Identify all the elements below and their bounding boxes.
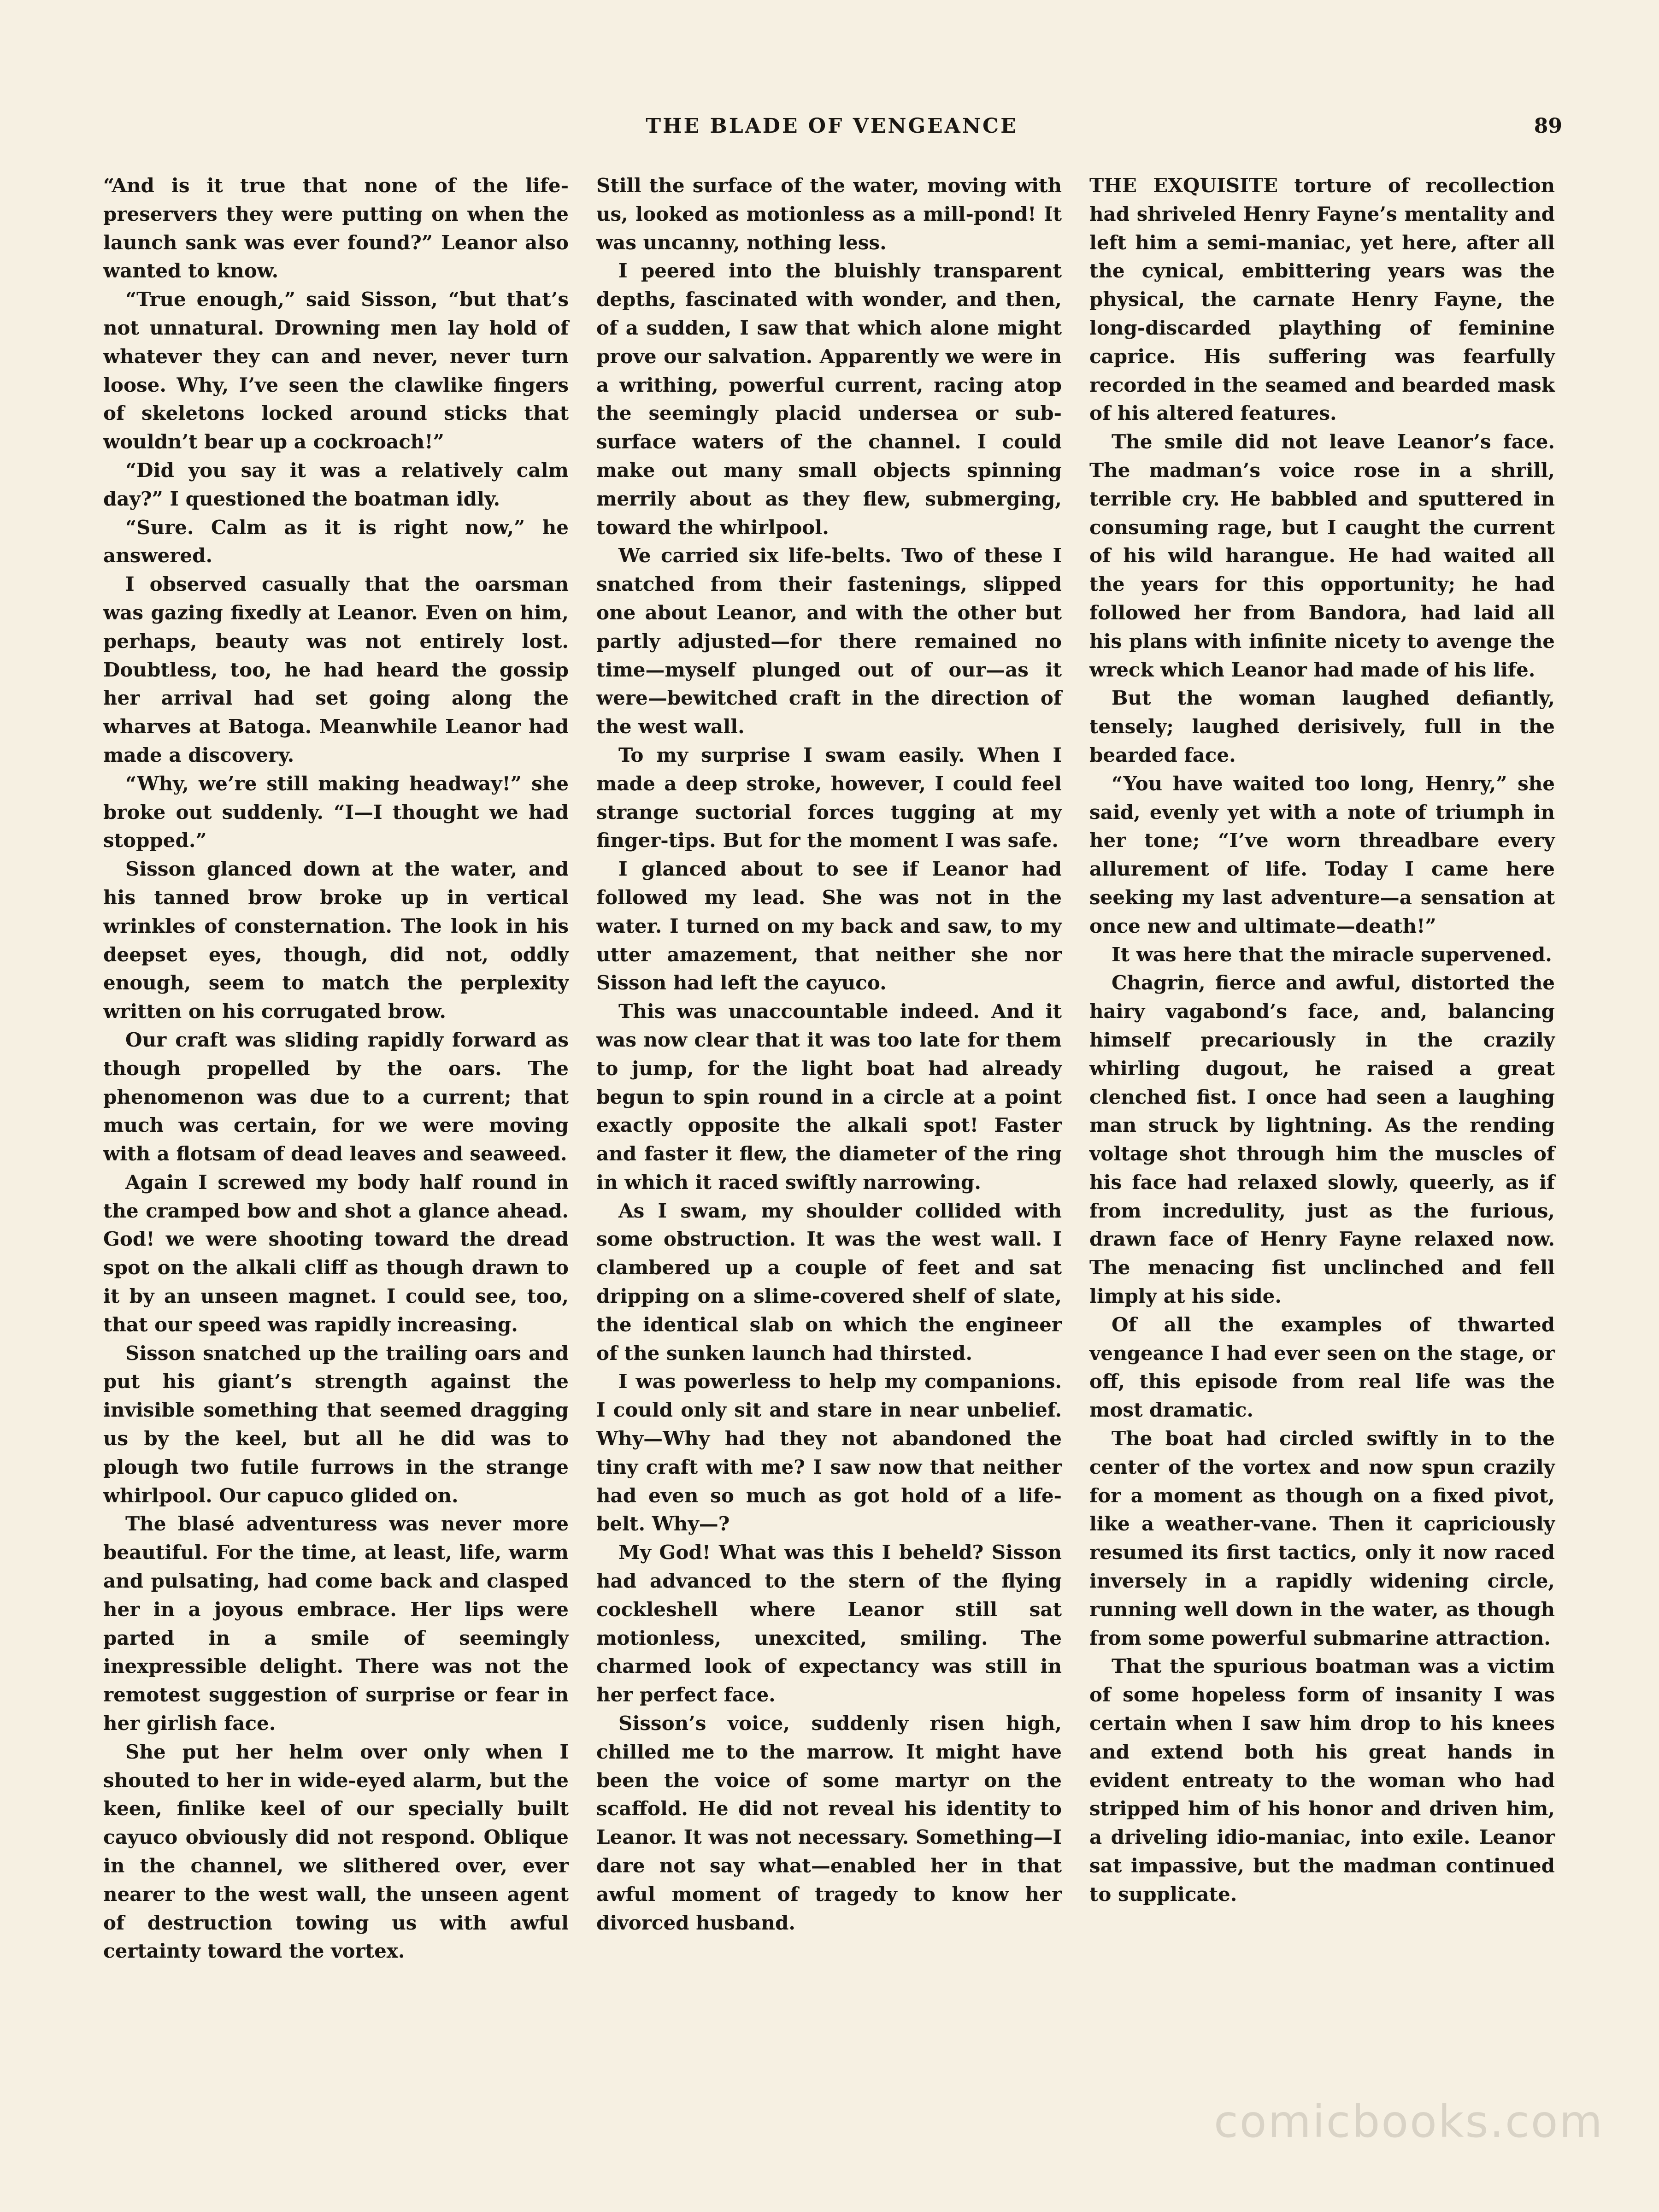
paragraph: It was here that the miracle supervened. bbox=[1112, 943, 1552, 966]
paragraph: This was unaccountable indeed. And it was now clear that it was too late for them to jump, for the light boat had already begun to spin round in a circle at a point exactly opposite the alkali spot! Faster and faster it flew, the diameter of the ring in which it raced swiftly narrowing. bbox=[596, 1000, 1062, 1194]
paragraph: The smile did not leave Leanor’s face. The madman’s voice rose in a shrill, terrible cry. He babbled and sputtered in consuming rage, but I caught the current of his wild harangue. He had waited all the years for this opportunity; he had followed her from Bandora, had laid all his plans with infinite nicety to avenge the wreck which Leanor had made of his life. bbox=[1089, 430, 1555, 681]
column-right bbox=[1089, 171, 1555, 2107]
paragraph: I glanced about to see if Leanor had followed my lead. She was not in the water. I turned on my back and saw, to my utter amazement, that neither she nor Sisson had left the cayuco. bbox=[596, 858, 1062, 994]
paragraph: THE EXQUISITE torture of recollection had shriveled Henry Fayne’s mentality and left him a semi-maniac, yet here, after all the cynical, embittering years was the physical, the carnate Henry Fayne, the long-discarded plaything of feminine caprice. His suffering was fearfully recorded in the seamed and bearded mask of his altered features. bbox=[1089, 174, 1555, 425]
paragraph: As I swam, my shoulder collided with some obstruction. It was the west wall. I clambered up a couple of feet and sat dripping on a slime-covered shelf of slate, the identical slab on which the engineer of the sunken launch had thirsted. bbox=[596, 1199, 1062, 1365]
paragraph: Chagrin, fierce and awful, distorted the hairy vagabond’s face, and, balancing himself precariously in the crazily whirling dugout, he raised a great clenched fist. I once had seen a laughing man struck by lightning. As the rending voltage shot through him the muscles of his face had relaxed slowly, queerly, as if from incredulity, just as the furious, drawn face of Henry Fayne relaxed now. The menacing fist unclinched and fell limply at his side. bbox=[1089, 971, 1555, 1308]
paragraph: Sisson snatched up the trailing oars and put his giant’s strength against the invisible something that seemed dragging us by the keel, but all he did was to plough two futile furrows in the strange whirlpool. Our capuco glided on. bbox=[103, 1341, 569, 1507]
paragraph: Our craft was sliding rapidly forward as though propelled by the oars. The phenomenon was due to a current; that much was certain, for we were moving with a flotsam of dead leaves and seaweed. bbox=[103, 1028, 569, 1165]
paragraph: She put her helm over only when I shouted to her in wide-eyed alarm, but the keen, finlike keel of our specially built cayuco obviously did not respond. Oblique in the channel, we slithered over, ever nearer to the west wall, the unseen agent of destruction towing us with awful certainty toward the vortex. bbox=[103, 1740, 569, 1963]
paragraph: Still the surface of the water, moving with us, looked as motionless as a mill-pond! It was uncanny, nothing less. bbox=[596, 174, 1062, 254]
paragraph: Again I screwed my body half round in the cramped bow and shot a glance ahead. God! we were shooting toward the dread spot on the alkali cliff as though drawn to it by an unseen magnet. I could see, too, that our speed was rapidly increasing. bbox=[103, 1171, 569, 1336]
paragraph: The blasé adventuress was never more beautiful. For the time, at least, life, warm and pulsating, had come back and clasped her in a joyous embrace. Her lips were parted in a smile of seemingly inexpressible delight. There was not the remotest suggestion of surprise or fear in her girlish face. bbox=[103, 1512, 569, 1735]
watermark-logo: comicbooks.com bbox=[1213, 2096, 1604, 2147]
paragraph: Sisson’s voice, suddenly risen high, chilled me to the marrow. It might have been the voice of some martyr on the scaffold. He did not reveal his identity to Leanor. It was not necessary. Something—I dare not say what—enabled her in that awful moment of tragedy to know her divorced husband. bbox=[596, 1712, 1062, 1934]
paragraph: Of all the examples of thwarted vengeance I had ever seen on the stage, or off, this episode from real life was the most dramatic. bbox=[1089, 1313, 1555, 1422]
paragraph: “And is it true that none of the life-preservers they were putting on when the launch sank was ever found?” Leanor also wanted to know. bbox=[103, 174, 569, 282]
page-number: 89 bbox=[1534, 114, 1562, 138]
paragraph: But the woman laughed defiantly, tensely; laughed derisively, full in the bearded face. bbox=[1089, 687, 1555, 766]
paragraph: “You have waited too long, Henry,” she said, evenly yet with a note of triumph in her tone; “I’ve worn threadbare every allurement of life. Today I came here seeking my last adventure—a sensation at once new and ultimate—death!” bbox=[1089, 772, 1555, 937]
paragraph: I was powerless to help my companions. I could only sit and stare in near unbelief. Why—Why had they not abandoned the tiny craft with me? I saw now that neither had even so much as got hold of a life-belt. Why—? bbox=[596, 1370, 1062, 1535]
running-header bbox=[101, 114, 1562, 151]
running-title: THE BLADE OF VENGEANCE bbox=[646, 114, 1018, 138]
paragraph: “True enough,” said Sisson, “but that’s not unnatural. Drowning men lay hold of whatever they can and never, never turn loose. Why, I’ve seen the clawlike fingers of skeletons locked around sticks that wouldn’t bear up a cockroach!” bbox=[103, 288, 569, 453]
paragraph: “Did you say it was a relatively calm day?” I questioned the boatman idly. bbox=[103, 459, 569, 510]
paragraph: To my surprise I swam easily. When I made a deep stroke, however, I could feel strange suctorial forces tugging at my finger-tips. But for the moment I was safe. bbox=[596, 743, 1062, 852]
paragraph: Sisson glanced down at the water, and his tanned brow broke up in vertical wrinkles of consternation. The look in his deepset eyes, though, did not, oddly enough, seem to match the perplexity written on his corrugated brow. bbox=[103, 858, 569, 1023]
column-left bbox=[103, 171, 569, 2107]
paragraph: My God! What was this I beheld? Sisson had advanced to the stern of the flying cockleshell where Leanor still sat motionless, unexcited, smiling. The charmed look of expectancy was still in her perfect face. bbox=[596, 1541, 1062, 1706]
paragraph: “Why, we’re still making headway!” she broke out suddenly. “I—I thought we had stopped.” bbox=[103, 772, 569, 852]
paragraph: I peered into the bluishly transparent depths, fascinated with wonder, and then, of a sudden, I saw that which alone might prove our salvation. Apparently we were in a writhing, powerful current, racing atop the seemingly placid undersea or sub-surface waters of the channel. I could make out many small objects spinning merrily about as they flew, submerging, toward the whirlpool. bbox=[596, 259, 1062, 539]
paragraph: The boat had circled swiftly in to the center of the vortex and now spun crazily for a moment as though on a fixed pivot, like a weather-vane. Then it capriciously resumed its first tactics, only it now raced inversely in a rapidly widening circle, running well down in the water, as though from some powerful submarine attraction. bbox=[1089, 1427, 1555, 1649]
paragraph: I observed casually that the oarsman was gazing fixedly at Leanor. Even on him, perhaps, beauty was not entirely lost. Doubtless, too, he had heard the gossip her arrival had set going along the wharves at Batoga. Meanwhile Leanor had made a discovery. bbox=[103, 573, 569, 766]
paragraph: We carried six life-belts. Two of these I snatched from their fastenings, slipped one about Leanor, and with the other but partly adjusted—for there remained no time—myself plunged out of our—as it were—bewitched craft in the direction of the west wall. bbox=[596, 544, 1062, 738]
text-columns bbox=[103, 171, 1555, 2107]
paragraph: “Sure. Calm as it is right now,” he answered. bbox=[103, 516, 569, 567]
paragraph: That the spurious boatman was a victim of some hopeless form of insanity I was certain when I saw him drop to his knees and extend both his great hands in evident entreaty to the woman who had stripped him of his honor and driven him, a driveling idio-maniac, into exile. Leanor sat impassive, but the madman continued to supplicate. bbox=[1089, 1655, 1555, 1906]
column-middle bbox=[596, 171, 1062, 2107]
